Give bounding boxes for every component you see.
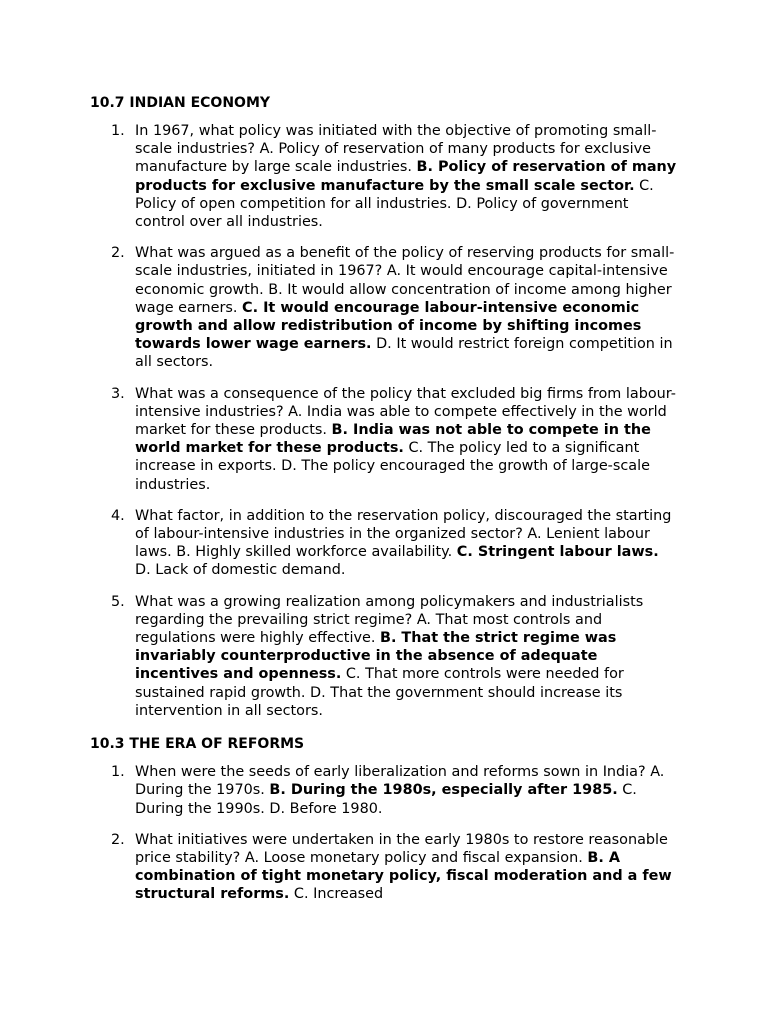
question-list-era-of-reforms xyxy=(90,763,678,903)
question-item xyxy=(90,831,678,904)
question-text xyxy=(135,507,678,580)
correct-answer: B. During the 1980s, especially after 1985. xyxy=(269,782,618,799)
question-body: What initiatives were undertaken in the early 1980s to restore reasonable price stability? A. Loose monetary policy and fiscal expansion. xyxy=(135,831,668,866)
question-text xyxy=(135,122,678,231)
question-item xyxy=(90,507,678,580)
question-remainder: D. It would restrict foreign competition in all sectors. xyxy=(135,336,673,371)
question-text xyxy=(135,385,678,494)
question-body: In 1967, what policy was initiated with the objective of promoting small-scale industries? A. Policy of reservation of many products for exclusive manufacture by large scale industries. xyxy=(135,123,657,176)
question-remainder: C. Increased xyxy=(289,886,384,903)
correct-answer: B. A combination of tight monetary policy, fiscal moderation and a few structural reforms. xyxy=(135,849,672,903)
correct-answer: B. Policy of reservation of many products for exclusive manufacture by the small scale sector. xyxy=(135,159,677,194)
question-remainder: C. During the 1990s. D. Before 1980. xyxy=(135,782,637,817)
question-remainder: C. That more controls were needed for sustained rapid growth. D. That the government should increase its intervention in all sectors. xyxy=(135,666,624,719)
correct-answer: B. India was not able to compete in the world market for these products. xyxy=(135,422,651,457)
correct-answer: C. Stringent labour laws. xyxy=(456,544,659,561)
question-text xyxy=(135,831,678,904)
question-number: 2. xyxy=(111,245,125,262)
section-heading-indian-economy: 10.7 INDIAN ECONOMY xyxy=(90,95,271,111)
question-number: 4. xyxy=(111,507,125,524)
question-text xyxy=(135,763,678,818)
question-number: 1. xyxy=(111,123,125,139)
question-remainder: C. Policy of open competition for all industries. D. Policy of government control over all industries. xyxy=(135,177,654,231)
question-number: 3. xyxy=(111,385,125,402)
correct-answer: C. It would encourage labour-intensive economic growth and allow redistribution of income by shifting incomes towards lower wage earners. xyxy=(135,299,642,353)
question-item xyxy=(90,244,678,371)
question-item xyxy=(90,593,678,720)
question-item xyxy=(90,122,678,231)
question-text xyxy=(135,593,678,720)
question-item xyxy=(90,763,678,818)
question-number: 2. xyxy=(111,831,125,848)
question-number: 1. xyxy=(111,764,125,781)
correct-answer: B. That the strict regime was invariably counterproductive in the absence of adequate incentives and openness. xyxy=(135,630,617,683)
question-body: What was a consequence of the policy that excluded big firms from labour-intensive industries? A. India was able to compete effectively in the world market for these products. xyxy=(135,385,676,439)
question-body: What was argued as a benefit of the policy of reserving products for small-scale industries, initiated in 1967? A. It would encourage capital-intensive economic growth. B. It would allow concentration of income among higher wage earners. xyxy=(135,245,675,316)
question-body: What factor, in addition to the reservation policy, discouraged the starting of labour-intensive industries in the organized sector? A. Lenient labour laws. B. Highly skilled workforce availability. xyxy=(135,507,672,561)
question-remainder: D. Lack of domestic demand. xyxy=(135,562,346,579)
question-item xyxy=(90,385,678,494)
question-text xyxy=(135,244,678,371)
question-list-indian-economy xyxy=(90,122,678,720)
question-remainder: C. The policy led to a significant increase in exports. D. The policy encouraged the growth of large-scale industries. xyxy=(135,440,650,493)
section-heading-era-of-reforms: 10.3 THE ERA OF REFORMS xyxy=(90,736,305,753)
question-number: 5. xyxy=(111,593,125,610)
question-body: What was a growing realization among policymakers and industrialists regarding the prevailing strict regime? A. That most controls and regulations were highly effective. xyxy=(135,593,644,647)
question-body: When were the seeds of early liberalization and reforms sown in India? A. During the 1970s. xyxy=(135,764,665,799)
